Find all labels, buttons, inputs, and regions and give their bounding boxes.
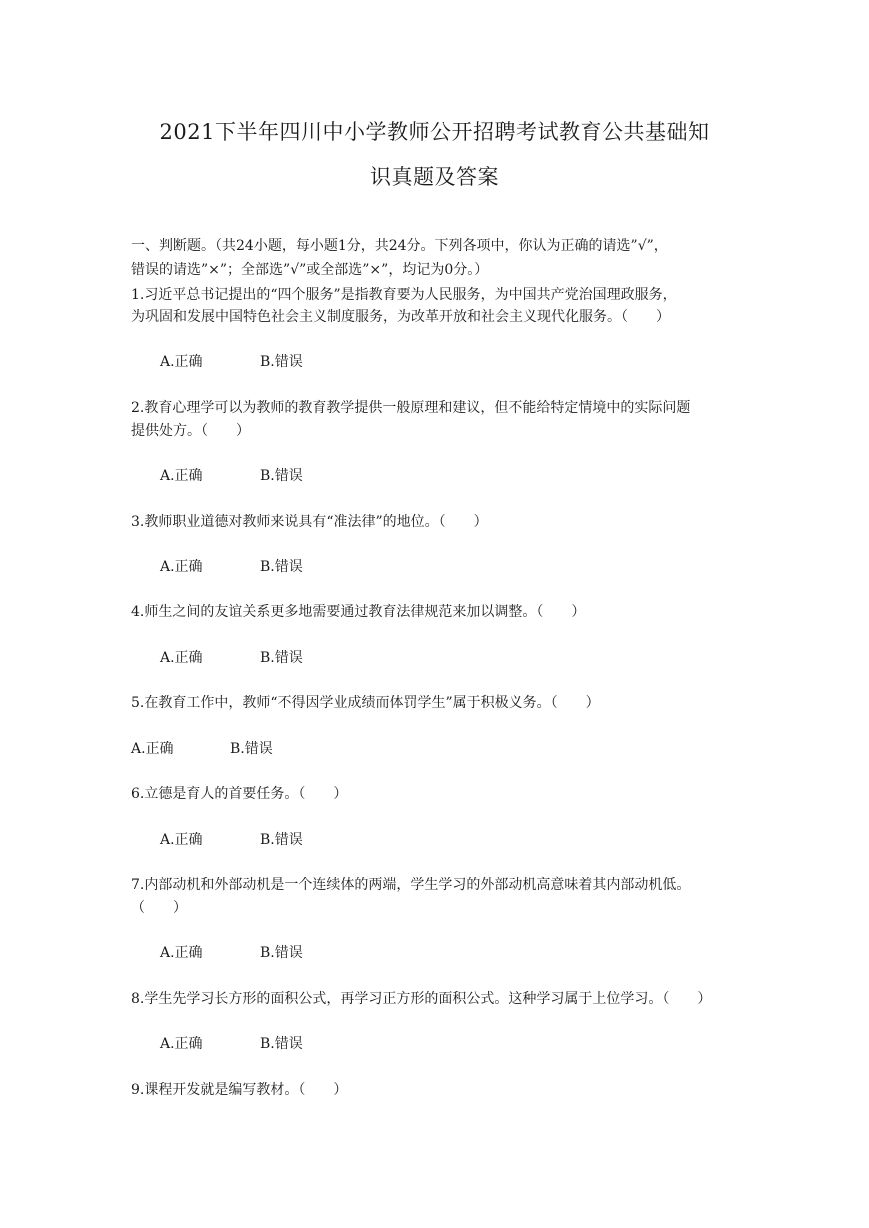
document-title-line-1: 2021下半年四川中小学教师公开招聘考试教育公共基础知 [159, 120, 710, 144]
question-2-text-line-1: 2.教育心理学可以为教师的教育教学提供一般原理和建议，但不能给特定情境中的实际问题 [131, 400, 691, 416]
question-4-option-b: B.错误 [260, 650, 303, 666]
question-1-option-b: B.错误 [260, 354, 303, 370]
question-2-option-b: B.错误 [260, 468, 303, 484]
question-3-option-a: A.正确 [160, 559, 203, 575]
question-8-option-a: A.正确 [160, 1036, 203, 1052]
question-8-text: 8.学生先学习长方形的面积公式，再学习正方形的面积公式。这种学习属于上位学习。（ ） [131, 991, 712, 1007]
question-2-option-a: A.正确 [160, 468, 203, 484]
question-1-option-a: A.正确 [160, 354, 203, 370]
question-7-option-b: B.错误 [260, 945, 303, 961]
question-7-text-line-1: 7.内部动机和外部动机是一个连续体的两端，学生学习的外部动机高意味着其内部动机低。 [131, 877, 691, 893]
question-6-text: 6.立德是育人的首要任务。（ ） [131, 786, 348, 802]
question-6-option-a: A.正确 [160, 832, 203, 848]
question-7-option-a: A.正确 [160, 945, 203, 961]
question-2-text-line-2: 提供处方。（ ） [131, 423, 250, 439]
question-5-option-a: A.正确 [131, 741, 174, 757]
question-7-text-line-2: （ ） [131, 900, 187, 916]
question-5-option-b: B.错误 [230, 741, 273, 757]
document-title-line-2: 识真题及答案 [370, 165, 499, 189]
question-5-text: 5.在教育工作中，教师“不得因学业成绩而体罚学生”属于积极义务。（ ） [131, 695, 600, 711]
question-4-option-a: A.正确 [160, 650, 203, 666]
question-1-text-line-1: 1.习近平总书记提出的“四个服务”是指教育要为人民服务，为中国共产党治国理政服务， [131, 287, 677, 303]
section-instructions-line-1: 一、判断题。（共24小题，每小题1分，共24分。下列各项中，你认为正确的请选”√”， [131, 238, 668, 254]
section-instructions-line-2: 错误的请选”×”；全部选”√”或全部选”×”，均记为0分。） [131, 262, 489, 278]
question-3-text: 3.教师职业道德对教师来说具有“准法律”的地位。（ ） [131, 514, 488, 530]
question-8-option-b: B.错误 [260, 1036, 303, 1052]
question-9-text: 9.课程开发就是编写教材。（ ） [131, 1082, 348, 1098]
question-3-option-b: B.错误 [260, 559, 303, 575]
question-1-text-line-2: 为巩固和发展中国特色社会主义制度服务，为改革开放和社会主义现代化服务。（ ） [131, 309, 670, 325]
question-4-text: 4.师生之间的友谊关系更多地需要通过教育法律规范来加以调整。（ ） [131, 604, 586, 620]
question-6-option-b: B.错误 [260, 832, 303, 848]
